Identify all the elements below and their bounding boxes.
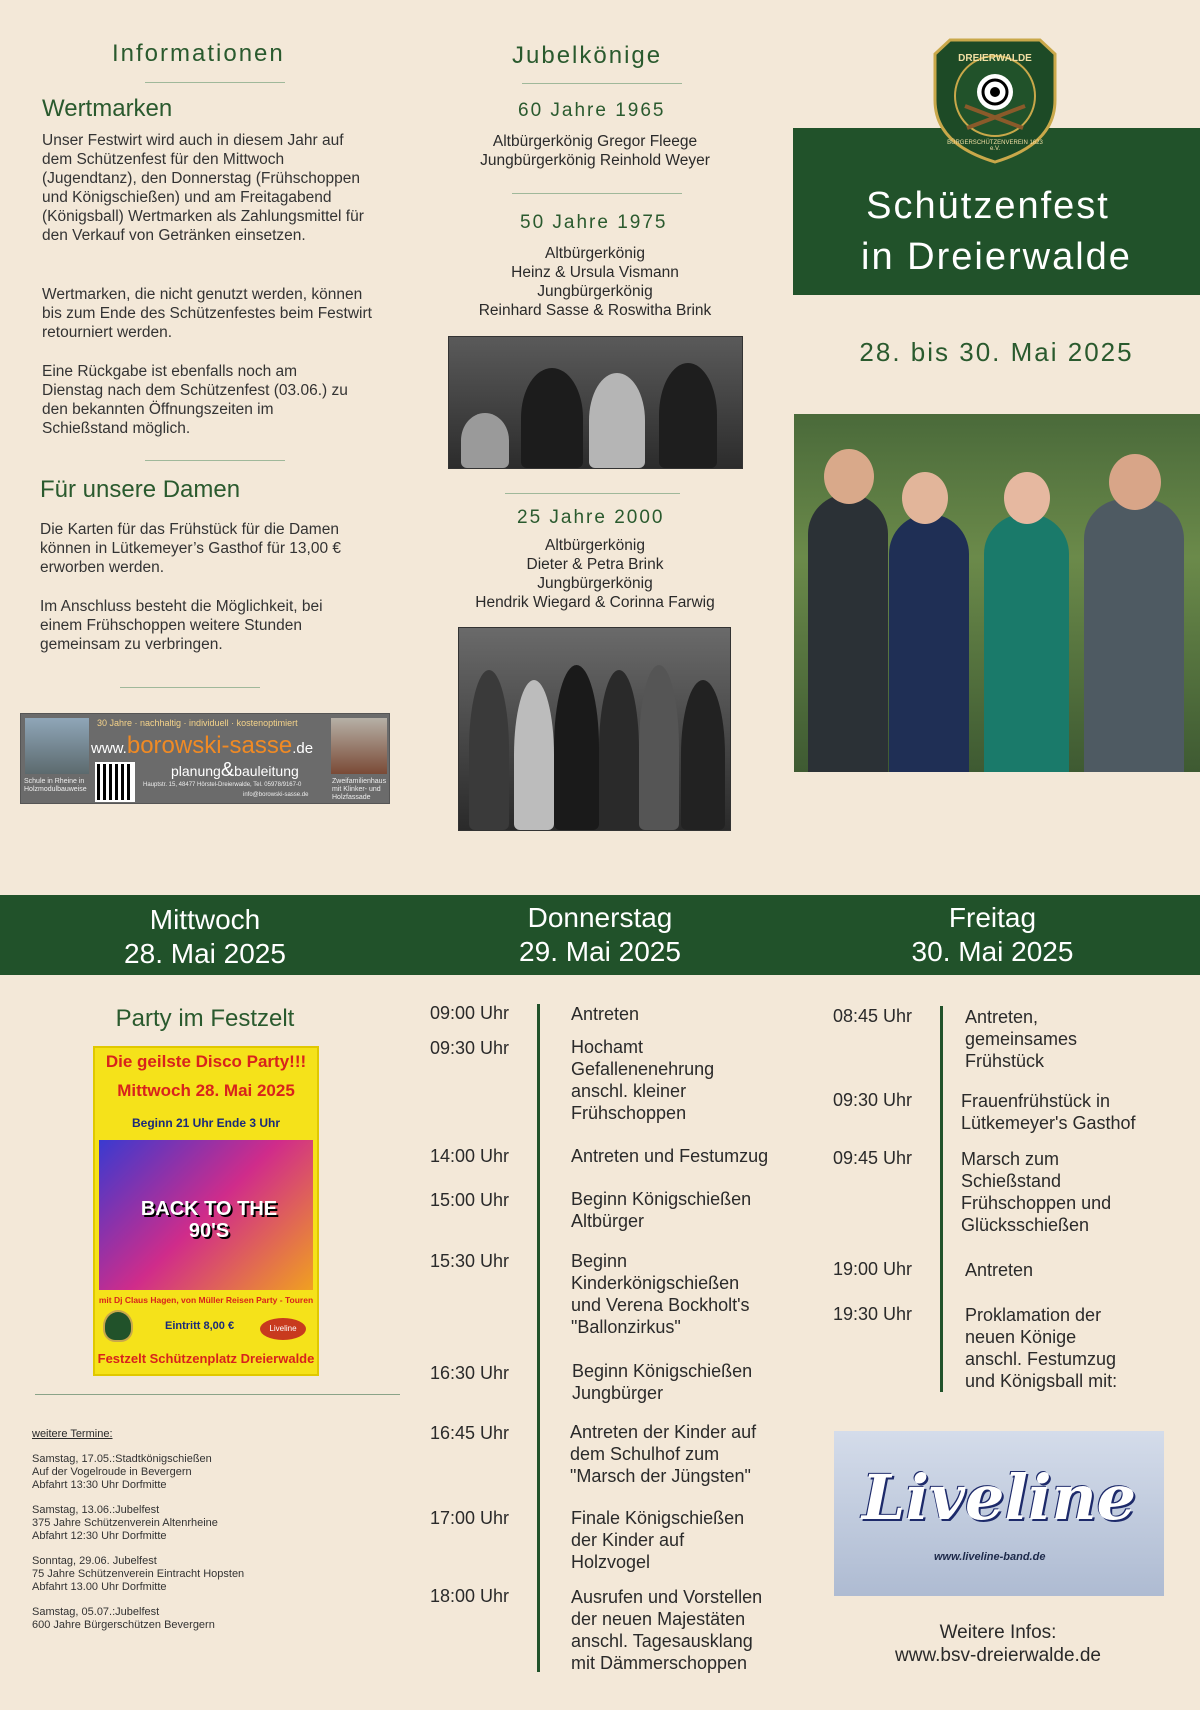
damen-title: Für unsere Damen — [40, 476, 241, 503]
schedule-time: 19:00 Uhr — [833, 1259, 913, 1279]
jubel-2000-line-3: Jungbürgerkönig — [537, 575, 653, 592]
schedule-time: 15:30 Uhr — [430, 1251, 510, 1271]
ad-building-photo-left — [25, 718, 89, 774]
jubel-2000-line-2: Dieter & Petra Brink — [526, 556, 664, 573]
schedule-entry: Frauenfrühstück in Lütkemeyer's Gasthof — [961, 1091, 1136, 1133]
ad-amp: & — [220, 759, 235, 781]
damen-paragraph-1: Die Karten für das Frühstück für die Damen können in Lütkemeyer’s Gasthof für 13,00 € erworben werden. — [40, 521, 342, 576]
schedule-entry: Antreten und Festumzug — [571, 1146, 769, 1166]
schedule-time: 09:30 Uhr — [833, 1090, 913, 1110]
poster-headline: Die geilste Disco Party!!! — [105, 1052, 307, 1071]
schedule-entry: Antreten der Kinder auf dem Schulhof zum "Marsch der Jüngsten" — [570, 1422, 757, 1486]
day-wednesday — [60, 903, 350, 971]
schedule-time: 15:00 Uhr — [430, 1190, 510, 1210]
jubel-1975-line-4: Reinhard Sasse & Roswitha Brink — [478, 302, 712, 319]
jubel-2000-line-1: Altbürgerkönig — [545, 537, 645, 554]
wertmarken-paragraph-1: Unser Festwirt wird auch in diesem Jahr auf dem Schützenfest für den Mittwoch (Jugendtanz), den Donnerstag (Frühschoppen und Königschießen) und am Freitagabend (Königsball) Wertmarken als Zahlungsmittel für den Verkauf von Getränken einsetzen. — [42, 132, 364, 244]
ad-caption-left: Schule in Rheine in Holzmodulbauweise — [24, 778, 87, 793]
party-title: Party im Festzelt — [115, 1005, 295, 1032]
schedule-time: 09:30 Uhr — [430, 1038, 510, 1058]
thursday-timeline — [537, 1004, 540, 1672]
wertmarken-paragraph-2: Wertmarken, die nicht genutzt werden, können bis zum Ende des Schützenfestes beim Festwirt retourniert werden. — [42, 286, 372, 341]
photo-royal-couples — [794, 414, 1200, 772]
divider — [145, 82, 285, 83]
termin-item: Sonntag, 29.06. Jubelfest 75 Jahre Schützenverein Eintracht Hopsten Abfahrt 13.00 Uhr Dorfmitte — [32, 1555, 245, 1593]
poster-art-text: BACK TO THE 90'S — [140, 1198, 278, 1242]
schedule-entry: Finale Königschießen der Kinder auf Holzvogel — [571, 1508, 745, 1572]
badge-top-text: DREIERWALDE — [958, 53, 1032, 64]
ad-website — [91, 732, 313, 760]
ad-tagline: 30 Jahre · nachhaltig · individuell · kostenoptimiert — [97, 718, 298, 728]
schedule-time: 14:00 Uhr — [430, 1146, 510, 1166]
schedule-time: 17:00 Uhr — [430, 1508, 510, 1528]
website-link[interactable]: www.bsv-dreierwalde.de — [895, 1645, 1101, 1666]
photo-1975-couples — [448, 336, 743, 469]
party-poster — [93, 1046, 319, 1376]
termin-item: Samstag, 17.05.:Stadtkönigschießen Auf der Vogelroude in Bevergern Abfahrt 13:30 Uhr Dorfmitte — [32, 1453, 212, 1491]
festival-title-line-1: Schützenfest — [866, 185, 1110, 227]
jubel-2000-line-4: Hendrik Wiegard & Corinna Farwig — [475, 594, 715, 611]
ad-brand: borowski-sasse — [126, 732, 293, 759]
poster-sponsor-logo: Liveline — [260, 1318, 306, 1340]
jubel-1965-line-2: Jungbürgerkönig Reinhold Weyer — [480, 152, 710, 169]
ad-www: www. — [91, 740, 127, 757]
ad-caption-right: Zweifamilienhaus mit Klinker- und Holzfassade — [332, 778, 387, 801]
jubel-1975-title: 50 Jahre 1975 — [520, 212, 668, 233]
day-date: 29. Mai 2025 — [519, 936, 681, 967]
jubel-heading: Jubelkönige — [512, 42, 663, 69]
ad-subtitle — [171, 759, 299, 782]
ad-building-photo-right — [331, 718, 387, 774]
schedule-entry: Beginn Kinderkönigschießen und Verena Bockholt's "Ballonzirkus" — [571, 1251, 750, 1337]
day-friday — [850, 901, 1135, 969]
schedule-time: 19:30 Uhr — [833, 1304, 913, 1324]
divider — [35, 1394, 400, 1395]
schedule-time: 09:45 Uhr — [833, 1148, 913, 1168]
schedule-time: 16:30 Uhr — [430, 1363, 510, 1383]
divider — [522, 83, 682, 84]
wertmarken-title: Wertmarken — [42, 95, 173, 122]
poster-date: Mittwoch 28. Mai 2025 — [117, 1081, 295, 1100]
divider — [512, 193, 682, 194]
schedule-time: 18:00 Uhr — [430, 1586, 510, 1606]
liveline-banner[interactable] — [834, 1431, 1164, 1596]
day-name: Donnerstag — [527, 902, 673, 933]
advertisement-banner[interactable] — [20, 713, 390, 804]
divider — [145, 460, 285, 461]
jubel-1975-line-2: Heinz & Ursula Vismann — [511, 264, 679, 281]
jubel-1975-line-1: Altbürgerkönig — [545, 245, 645, 262]
liveline-logo-text: Liveline — [861, 1461, 1137, 1534]
day-date: 30. Mai 2025 — [911, 936, 1074, 967]
schedule-entry: Antreten — [571, 1004, 640, 1024]
poster-artwork — [99, 1140, 313, 1290]
schedule-entry: Hochamt Gefallenenehrung anschl. kleiner Frühschoppen — [571, 1037, 715, 1123]
schedule-time: 09:00 Uhr — [430, 1003, 510, 1023]
ad-email: info@borowski-sasse.de — [243, 792, 309, 798]
day-header-band — [0, 895, 1200, 975]
divider — [120, 687, 260, 688]
photo-2000-group — [458, 627, 731, 831]
festival-dates: 28. bis 30. Mai 2025 — [859, 337, 1134, 367]
schedule-entry: Beginn Königschießen Altbürger — [571, 1189, 752, 1231]
ad-tld: .de — [292, 740, 314, 757]
termin-item: Samstag, 05.07.:Jubelfest 600 Jahre Bürgerschützen Bevergern — [32, 1606, 215, 1631]
club-badge — [925, 36, 1065, 166]
ad-sub2: bauleitung — [234, 763, 299, 779]
schedule-entry: Antreten, gemeinsames Frühstück — [965, 1007, 1078, 1071]
poster-times: Beginn 21 Uhr Ende 3 Uhr — [131, 1116, 281, 1130]
ad-address: Hauptstr. 15, 48477 Hörstel-Dreierwalde, Tel. 05978/9167-0 — [143, 782, 302, 788]
jubel-2000-title: 25 Jahre 2000 — [517, 507, 665, 528]
divider — [505, 493, 680, 494]
schedule-entry: Ausrufen und Vorstellen der neuen Majestäten anschl. Tagesausklang mit Dämmerschoppen — [571, 1587, 763, 1673]
schedule-time: 08:45 Uhr — [833, 1006, 913, 1026]
badge-ring-text: BÜRGERSCHÜTZENVEREIN 1623 e.V. — [947, 140, 1043, 152]
schedule-entry: Proklamation der neuen Könige anschl. Festumzug und Königsball mit: — [965, 1305, 1118, 1391]
day-thursday — [450, 901, 750, 969]
jubel-1965-line-1: Altbürgerkönig Gregor Fleege — [492, 133, 698, 150]
jubel-1975-line-3: Jungbürgerkönig — [537, 283, 653, 300]
jubel-1965-title: 60 Jahre 1965 — [518, 100, 666, 121]
friday-timeline — [940, 1006, 943, 1392]
qr-code — [97, 764, 133, 800]
poster-dj: mit Dj Claus Hagen, von Müller Reisen Party - Touren — [98, 1295, 314, 1305]
termine-list — [32, 1453, 372, 1632]
schedule-entry: Antreten — [965, 1260, 1034, 1280]
termine-title: weitere Termine: — [32, 1428, 113, 1440]
damen-paragraph-2: Im Anschluss besteht die Möglichkeit, bei einem Frühschoppen weitere Stunden gemeinsam zu verbringen. — [40, 598, 323, 653]
day-name: Freitag — [948, 902, 1037, 933]
day-name: Mittwoch — [149, 904, 261, 935]
termin-item: Samstag, 13.06.:Jubelfest 375 Jahre Schützenverein Altenrheine Abfahrt 12:30 Uhr Dorfmitte — [32, 1504, 218, 1542]
liveline-url: www.liveline-band.de — [934, 1551, 1046, 1563]
schedule-entry: Marsch zum Schießstand Frühschoppen und Glücksschießen — [961, 1149, 1112, 1235]
day-date: 28. Mai 2025 — [124, 938, 286, 969]
poster-entry: Eintritt 8,00 € — [165, 1320, 235, 1332]
info-heading: Informationen — [112, 40, 285, 67]
wertmarken-paragraph-3: Eine Rückgabe ist ebenfalls noch am Dienstag nach dem Schützenfest (03.06.) zu den bekannten Öffnungszeiten im Schießstand möglich. — [42, 363, 348, 437]
more-info-label: Weitere Infos: — [939, 1622, 1057, 1643]
schedule-entry: Beginn Königschießen Jungbürger — [572, 1361, 753, 1403]
poster-venue: Festzelt Schützenplatz Dreierwalde — [97, 1351, 315, 1366]
club-logo-small — [103, 1310, 133, 1342]
schedule-time: 16:45 Uhr — [430, 1423, 510, 1443]
ad-sub1: planung — [171, 763, 221, 779]
festival-title-line-2: in Dreierwalde — [861, 236, 1132, 278]
